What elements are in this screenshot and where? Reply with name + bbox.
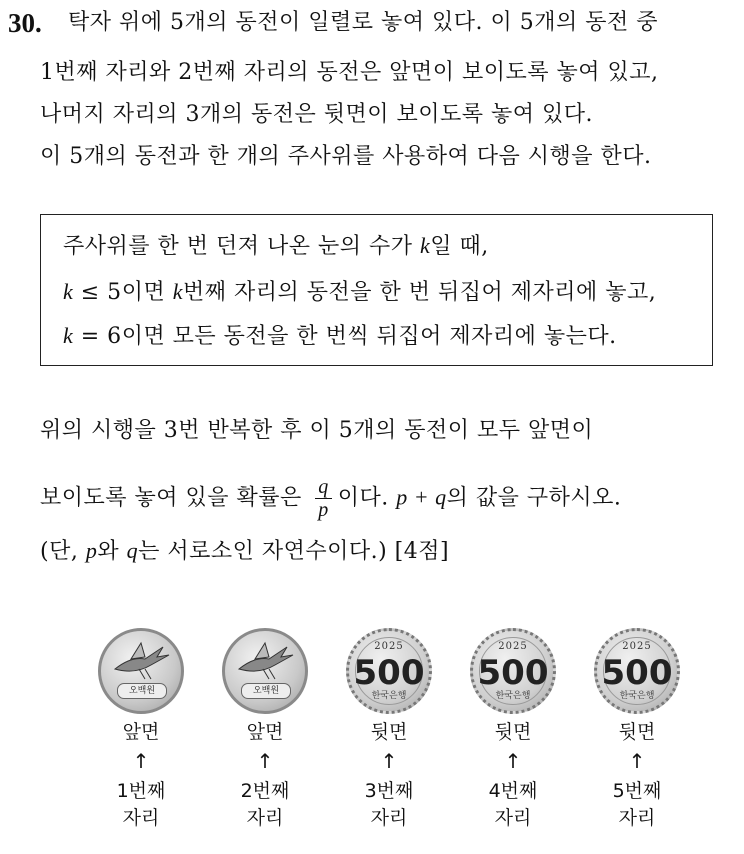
procedure-text: 주사위를 한 번 던져 나온 눈의 수가 bbox=[63, 234, 420, 259]
variable-k: k bbox=[63, 323, 74, 348]
probability-fraction bbox=[315, 476, 332, 521]
coin-bank: 한국은행 bbox=[495, 691, 531, 701]
fraction-denominator: p bbox=[318, 499, 329, 521]
question-line-3 bbox=[40, 536, 449, 567]
coin-back-image bbox=[346, 628, 432, 714]
coin-bank: 한국은행 bbox=[371, 691, 407, 701]
coin-face-label: 뒷면 bbox=[618, 721, 656, 743]
variable-k: k bbox=[419, 233, 431, 258]
question-text: (단, bbox=[40, 539, 86, 564]
up-arrow-icon: ↑ bbox=[380, 749, 398, 773]
variable-q: q bbox=[126, 538, 139, 563]
question-line-2 bbox=[40, 476, 621, 521]
coin-front-image bbox=[98, 628, 184, 714]
condition: ≤ 5 bbox=[73, 280, 122, 305]
problem-line-4: 이 5개의 동전과 한 개의 주사위를 사용하여 다음 시행을 한다. bbox=[40, 144, 652, 169]
fraction-numerator: q bbox=[315, 476, 332, 499]
question-text: 는 서로소인 자연수이다.) [4점] bbox=[138, 539, 450, 564]
coin-column-3 bbox=[344, 628, 434, 832]
procedure-line-3 bbox=[63, 321, 617, 352]
procedure-box bbox=[40, 214, 713, 366]
coin-year: 2025 bbox=[622, 641, 652, 652]
up-arrow-icon: ↑ bbox=[628, 749, 646, 773]
procedure-text: 일 때, bbox=[430, 234, 489, 259]
question-number: 30. bbox=[8, 8, 42, 38]
coin-column-2 bbox=[220, 628, 310, 832]
coin-back-image bbox=[470, 628, 556, 714]
coin-face-label: 앞면 bbox=[246, 721, 284, 743]
procedure-line-2 bbox=[63, 277, 656, 308]
variable-k: k bbox=[172, 279, 183, 304]
coin-value: 500 bbox=[353, 653, 425, 693]
procedure-text: 이면 bbox=[121, 280, 173, 305]
coin-year: 2025 bbox=[498, 641, 528, 652]
question-text: 와 bbox=[97, 539, 127, 564]
coin-place-label: 자리 bbox=[246, 807, 284, 829]
crane-icon bbox=[235, 639, 297, 685]
crane-icon bbox=[111, 639, 173, 685]
coin-place-label: 자리 bbox=[370, 807, 408, 829]
coin-bank: 한국은행 bbox=[619, 691, 655, 701]
coin-column-1 bbox=[96, 628, 186, 832]
variable-k: k bbox=[63, 279, 74, 304]
coin-place-label: 자리 bbox=[494, 807, 532, 829]
coin-value: 500 bbox=[601, 653, 673, 693]
coin-position-label: 1번째 bbox=[116, 780, 166, 802]
coin-position-label: 5번째 bbox=[612, 780, 662, 802]
expression: p + q bbox=[396, 484, 447, 510]
problem-line-1: 탁자 위에 5개의 동전이 일렬로 놓여 있다. 이 5개의 동전 중 bbox=[68, 10, 658, 35]
problem-line-3: 나머지 자리의 3개의 동전은 뒷면이 보이도록 놓여 있다. bbox=[40, 102, 593, 127]
coin-front-image bbox=[222, 628, 308, 714]
question-line-1: 위의 시행을 3번 반복한 후 이 5개의 동전이 모두 앞면이 bbox=[40, 418, 594, 443]
variable-p: p bbox=[85, 538, 98, 563]
coin-position-label: 3번째 bbox=[364, 780, 414, 802]
coin-place-label: 자리 bbox=[122, 807, 160, 829]
coin-face-label: 뒷면 bbox=[494, 721, 532, 743]
coin-value: 500 bbox=[477, 653, 549, 693]
coin-column-5 bbox=[592, 628, 682, 832]
condition: = 6 bbox=[73, 324, 122, 349]
coin-position-label: 4번째 bbox=[488, 780, 538, 802]
up-arrow-icon: ↑ bbox=[504, 749, 522, 773]
coin-column-4 bbox=[468, 628, 558, 832]
question-text: 의 값을 구하시오. bbox=[446, 485, 622, 511]
coin-plate-text: 오백원 bbox=[241, 683, 291, 699]
up-arrow-icon: ↑ bbox=[132, 749, 150, 773]
procedure-line-1 bbox=[63, 231, 489, 262]
up-arrow-icon: ↑ bbox=[256, 749, 274, 773]
coin-face-label: 뒷면 bbox=[370, 721, 408, 743]
coin-plate-text: 오백원 bbox=[117, 683, 167, 699]
coin-back-image bbox=[594, 628, 680, 714]
procedure-text: 이면 모든 동전을 한 번씩 뒤집어 제자리에 놓는다. bbox=[121, 324, 617, 349]
coin-face-label: 앞면 bbox=[122, 721, 160, 743]
problem-line-2: 1번째 자리와 2번째 자리의 동전은 앞면이 보이도록 놓여 있고, bbox=[40, 60, 659, 85]
coin-position-label: 2번째 bbox=[240, 780, 290, 802]
coin-year: 2025 bbox=[374, 641, 404, 652]
procedure-text: 번째 자리의 동전을 한 번 뒤집어 제자리에 놓고, bbox=[182, 280, 657, 305]
question-text: 보이도록 놓여 있을 확률은 bbox=[40, 485, 302, 511]
question-text: 이다. bbox=[337, 485, 397, 511]
coin-place-label: 자리 bbox=[618, 807, 656, 829]
